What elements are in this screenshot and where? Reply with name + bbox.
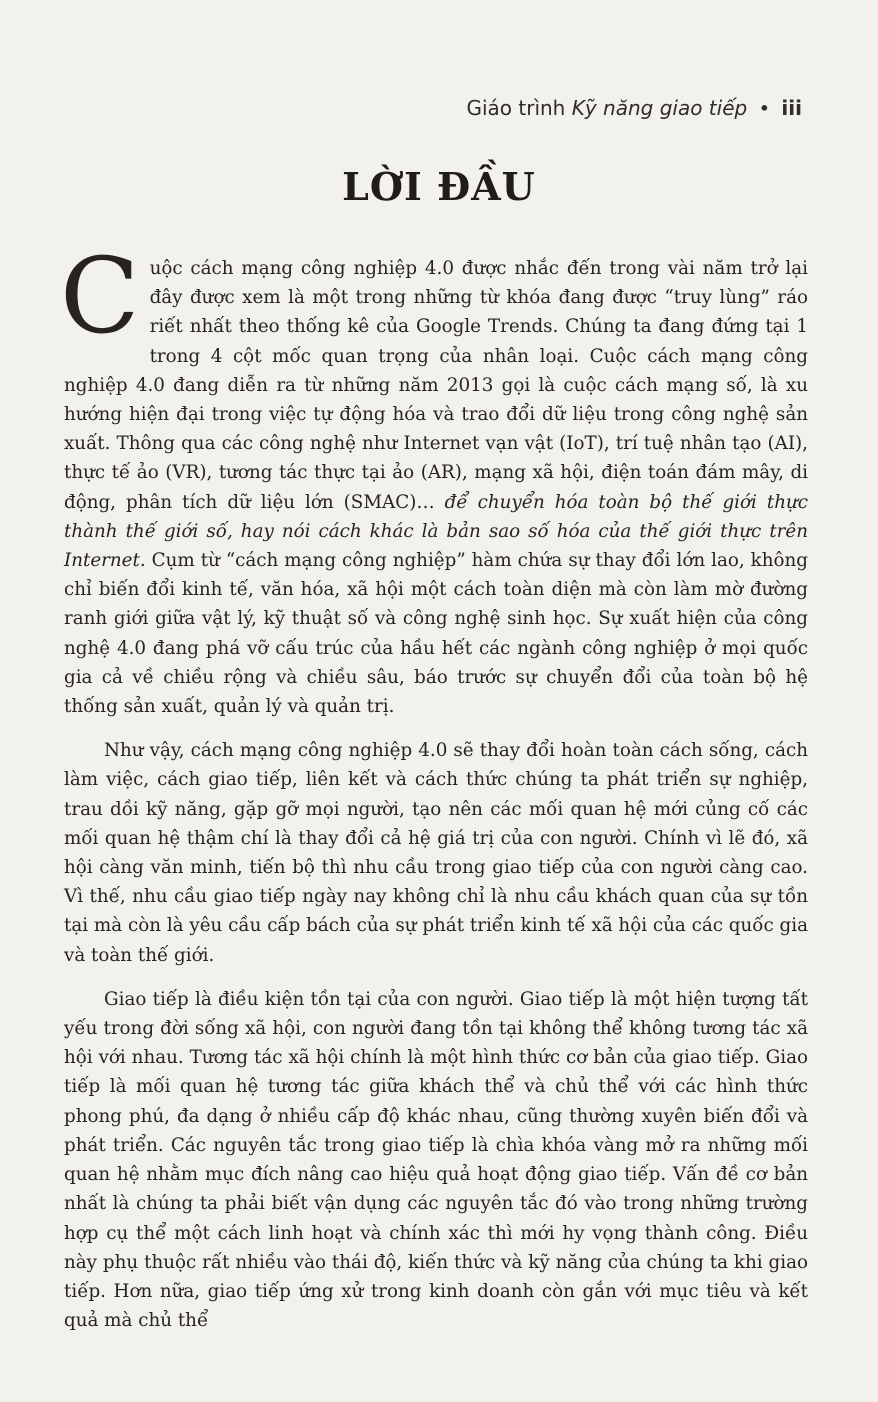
header-title-italic: Kỹ năng giao tiếp — [571, 96, 748, 120]
chapter-title: LỜI ĐẦU — [342, 164, 536, 209]
paragraph-3: Giao tiếp là điều kiện tồn tại của con người. Giao tiếp là một hiện tượng tất yếu trong đời sống xã hội, con người đang tồn tại không thể không tương tác xã hội với nhau. Tương tác xã hội chính là một hình thức cơ bản của giao tiếp. Giao tiếp là mối quan hệ tương tác giữa khách thể và chủ thể với các hình thức phong phú, đa dạng ở nhiều cấp độ khác nhau, cũng thường xuyên biến đổi và phát triển. Các nguyên tắc trong giao tiếp là chìa khóa vàng mở ra những mối quan hệ nhằm mục đích nâng cao hiệu quả hoạt động giao tiếp. Vấn đề cơ bản nhất là chúng ta phải biết vận dụng các nguyên tắc đó vào trong những trường hợp cụ thể một cách linh hoạt và chính xác thì mới hy vọng thành công. Điều này phụ thuộc rất nhiều vào thái độ, kiến thức và kỹ năng của chúng ta khi giao tiếp. Hơn nữa, giao tiếp ứng xử trong kinh doanh còn gắn với mục tiêu và kết quả mà chủ thể — [64, 988, 808, 1332]
header-separator: • — [759, 98, 770, 118]
paragraph-2: Như vậy, cách mạng công nghiệp 4.0 sẽ thay đổi hoàn toàn cách sống, cách làm việc, cách giao tiếp, liên kết và cách thức chúng ta phát triển sự nghiệp, trau dồi kỹ năng, gặp gỡ mọi người, tạo nên các mối quan hệ mới củng cố các mối quan hệ thậm chí là thay đổi cả hệ giá trị của con người. Chính vì lẽ đó, xã hội càng văn minh, tiến bộ thì nhu cầu trong giao tiếp của con người càng cao. Vì thế, nhu cầu giao tiếp ngày nay không chỉ là nhu cầu khách quan của sự tồn tại mà còn là yêu cầu cấp bách của sự phát triển kinh tế xã hội của các quốc gia và toàn thế giới. — [64, 740, 808, 966]
paragraph-1-text-b: Cụm từ “cách mạng công nghiệp” hàm chứa sự thay đổi lớn lao, không chỉ biến đổi kinh tế, văn hóa, xã hội một cách toàn diện mà còn làm mờ đường ranh giới giữa vật lý, kỹ thuật số và công nghệ sinh học. Sự xuất hiện của công nghệ 4.0 đang phá vỡ cấu trúc của hầu hết các ngành công nghiệp ở mọi quốc gia cả về chiều rộng và chiều sâu, báo trước sự chuyển đổi của toàn bộ hệ thống sản xuất, quản lý và quản trị. — [64, 550, 808, 718]
header-title-prefix: Giáo trình — [466, 96, 566, 120]
paragraph-1-text-a: uộc cách mạng công nghiệp 4.0 được nhắc đến trong vài năm trở lại đây được xem là một trong những từ khóa đang được “truy lùng” ráo riết nhất theo thống kê của Google Trends. Chúng ta đang đứng tại 1 trong 4 cột mốc quan trọng của nhân loại. Cuộc cách mạng công nghiệp 4.0 đang diễn ra từ những năm 2013 gọi là cuộc cách mạng số, là xu hướng hiện đại trong việc tự động hóa và trao đổi dữ liệu trong công nghệ sản xuất. Thông qua các công nghệ như Internet vạn vật (IoT), trí tuệ nhân tạo (AI), thực tế ảo (VR), tương tác thực tại ảo (AR), mạng xã hội, điện toán đám mây, di động, phân tích dữ liệu lớn (SMAC)… — [64, 258, 808, 513]
drop-cap: C — [60, 235, 140, 357]
paragraph-1 — [60, 235, 808, 721]
page-number: iii — [781, 96, 802, 120]
header-book-title — [466, 96, 747, 120]
running-header — [466, 96, 802, 120]
body-text — [60, 235, 808, 1350]
paragraph-1-italic: để chuyển hóa toàn bộ thế giới thực thành thế giới số, hay nói cách khác là bản sao số hóa của thế giới thực trên Internet. — [64, 491, 808, 572]
